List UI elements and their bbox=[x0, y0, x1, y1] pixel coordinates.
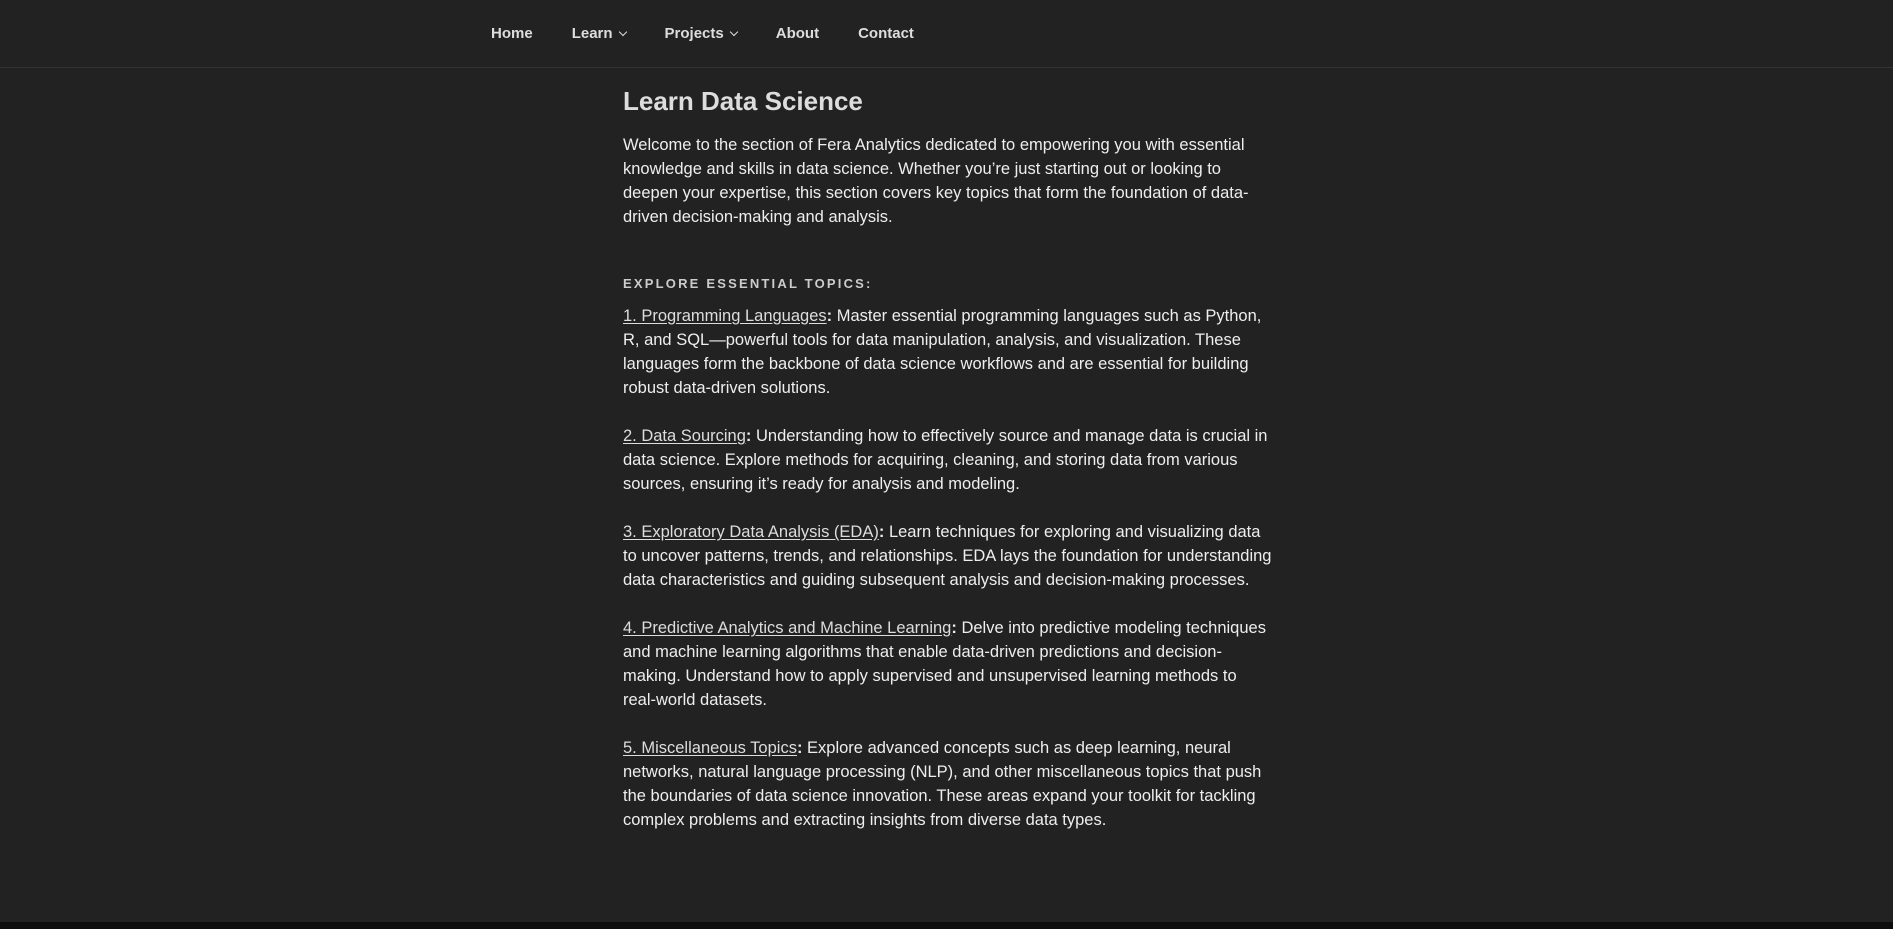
topic-description: Delve into predictive modeling techniques and machine learning algorithms that enable data-driven predictions and decision-making. Understand how to apply supervised and unsupervised learning methods to real-world datasets. bbox=[623, 619, 1266, 709]
topic-link-miscellaneous[interactable]: 5. Miscellaneous Topics bbox=[623, 739, 797, 757]
topic-colon: : bbox=[878, 523, 885, 541]
nav-item-label: About bbox=[775, 25, 820, 42]
section-heading: EXPLORE ESSENTIAL TOPICS: bbox=[623, 276, 873, 291]
page-title: Learn Data Science bbox=[623, 86, 863, 116]
topic-description: Explore advanced concepts such as deep learning, neural networks, natural language processing (NLP), and other miscellaneous topics that push the boundaries of data science innovation. These areas expand your toolkit for tackling complex problems and extracting insights from diverse data types. bbox=[623, 739, 1262, 829]
chevron-down-icon bbox=[618, 28, 626, 36]
topic-description: Learn techniques for exploring and visualizing data to uncover patterns, trends, and relationships. EDA lays the foundation for understanding data characteristics and guiding subsequent analysis and decision-making processes. bbox=[623, 523, 1272, 589]
topic-colon: : bbox=[796, 739, 803, 757]
topic-item bbox=[623, 616, 1273, 712]
top-navigation-bar bbox=[0, 0, 1893, 68]
topic-link-data-sourcing[interactable]: 2. Data Sourcing bbox=[623, 427, 746, 445]
topic-item bbox=[623, 304, 1273, 400]
nav-item-projects[interactable] bbox=[665, 24, 737, 44]
topic-link-programming-languages[interactable]: 1. Programming Languages bbox=[623, 307, 827, 325]
main-menu bbox=[491, 24, 953, 44]
nav-item-label: Home bbox=[491, 25, 533, 42]
page-content bbox=[623, 84, 1273, 832]
topic-colon: : bbox=[745, 427, 752, 445]
topic-item bbox=[623, 424, 1273, 496]
nav-item-home[interactable] bbox=[491, 24, 533, 44]
topic-description: Master essential programming languages such as Python, R, and SQL—powerful tools for data manipulation, analysis, and visualization. These languages form the backbone of data science workflows and are essential for building robust data-driven solutions. bbox=[623, 307, 1262, 397]
topic-item bbox=[623, 736, 1273, 832]
nav-item-about[interactable] bbox=[776, 24, 819, 44]
nav-item-learn[interactable] bbox=[572, 24, 626, 44]
topic-colon: : bbox=[826, 307, 833, 325]
nav-item-contact[interactable] bbox=[858, 24, 914, 44]
nav-item-label: Projects bbox=[664, 25, 724, 42]
chevron-down-icon bbox=[730, 28, 738, 36]
topic-colon: : bbox=[951, 619, 957, 637]
intro-paragraph: Welcome to the section of Fera Analytics dedicated to empowering you with essential knowledge and skills in data science. Whether you’re just starting out or looking to deepen your expertise, this section covers key topics that form the foundation of data-driven decision-making and analysis. bbox=[623, 136, 1249, 226]
topic-link-eda[interactable]: 3. Exploratory Data Analysis (EDA) bbox=[623, 523, 879, 541]
topic-item bbox=[623, 520, 1273, 592]
nav-item-label: Contact bbox=[858, 25, 914, 42]
topic-description: Understanding how to effectively source and manage data is crucial in data science. Explore methods for acquiring, cleaning, and storing data from various sources, ensuring it’s ready for analysis and modeling. bbox=[623, 427, 1268, 493]
nav-item-label: Learn bbox=[571, 25, 613, 42]
footer-bar bbox=[0, 922, 1893, 929]
topic-link-predictive-analytics[interactable]: 4. Predictive Analytics and Machine Learning bbox=[623, 619, 952, 637]
